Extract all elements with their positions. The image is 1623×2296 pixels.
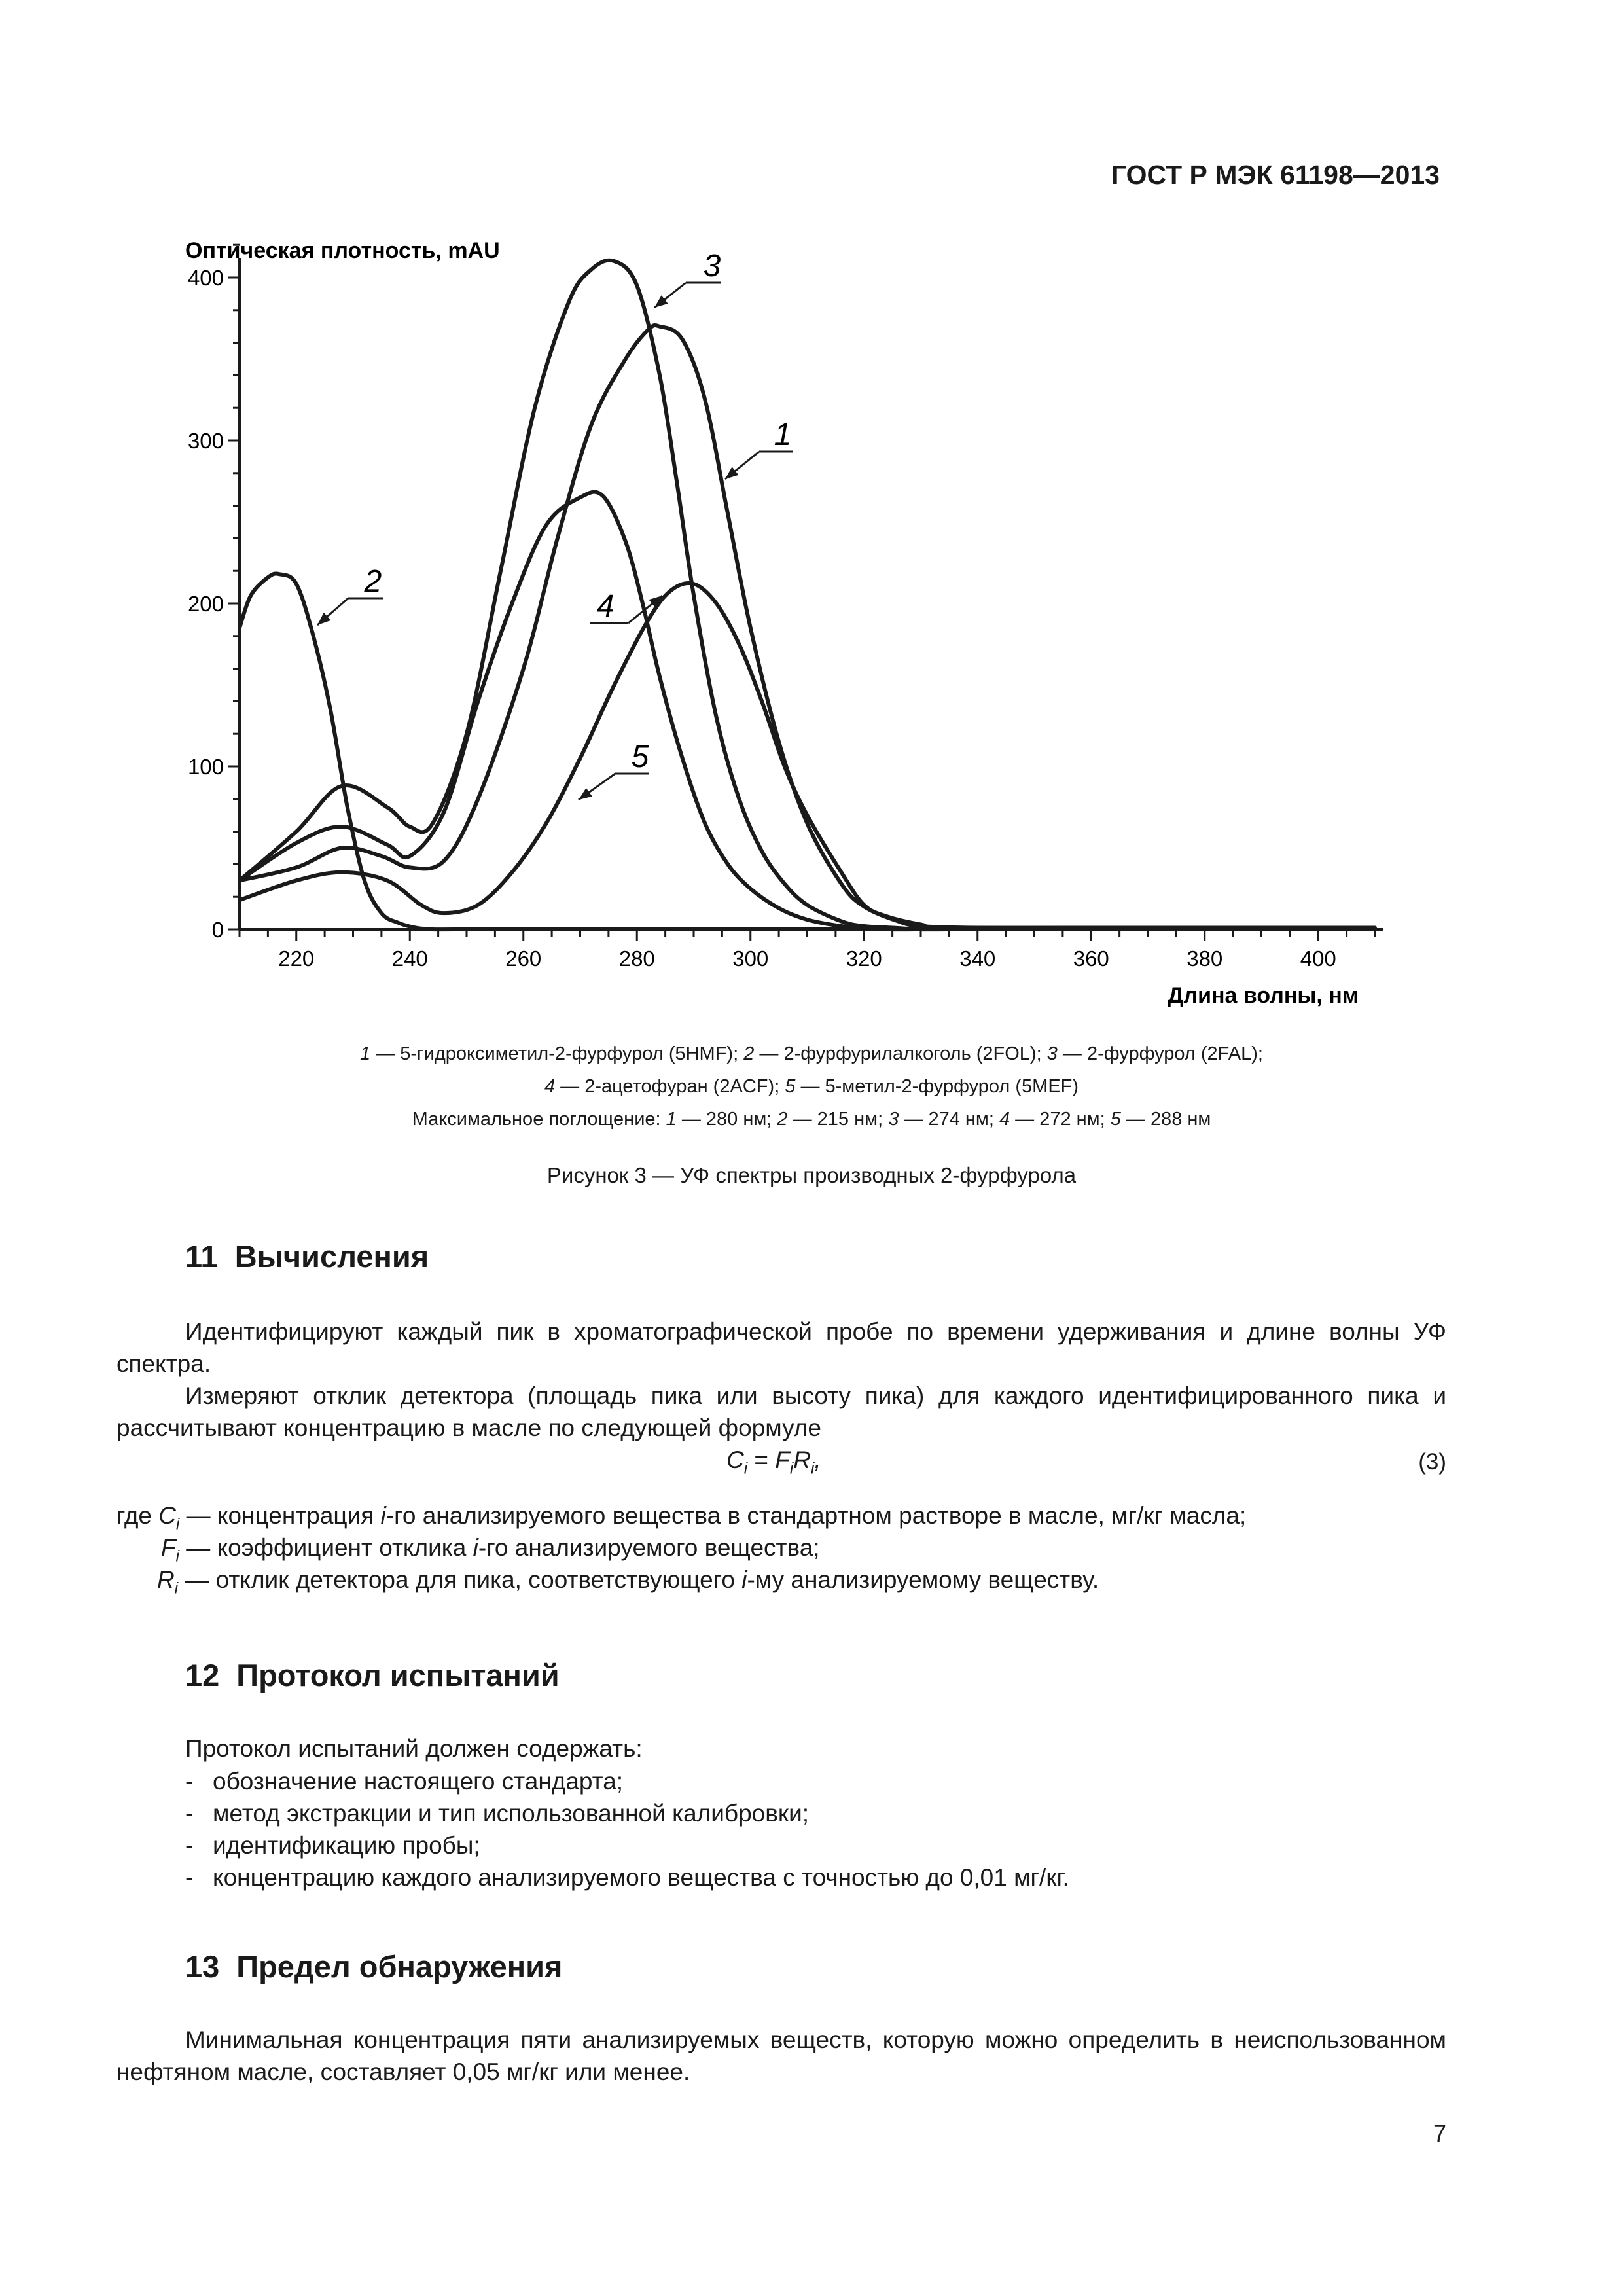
x-tick-label: 240 bbox=[391, 946, 428, 971]
legend-series-number: 4 bbox=[544, 1076, 556, 1097]
series-3-line bbox=[240, 260, 1375, 929]
series-5-arrowhead bbox=[579, 788, 592, 800]
x-tick-label: 220 bbox=[278, 946, 315, 971]
section-12-intro: Протокол испытаний должен содержать: bbox=[185, 1735, 643, 1762]
legend-series-number: 1 bbox=[360, 1043, 371, 1064]
figure-caption: Рисунок 3 — УФ спектры производных 2-фурфурола bbox=[546, 1163, 1077, 1187]
x-tick-label: 360 bbox=[1073, 946, 1109, 971]
section-13-heading bbox=[185, 1948, 562, 1984]
figure-legend-line-2 bbox=[118, 1075, 1505, 1098]
chart-axes bbox=[188, 245, 1383, 971]
definition-c: где $C_i$ — концентрация i-го анализируемого вещества в стандартном растворе в масле, мг/кг масла; bbox=[116, 1502, 1247, 1534]
formula-number: (3) bbox=[1418, 1449, 1446, 1475]
legend-series-number: 5 bbox=[785, 1076, 796, 1097]
list-item: - идентификацию пробы; bbox=[185, 1832, 480, 1859]
y-axis-label: Оптическая плотность, mAU bbox=[185, 238, 500, 263]
formula-3: $C_i = F_iR_i$, bbox=[726, 1446, 821, 1478]
series-2-label: 2 bbox=[364, 564, 382, 599]
y-tick-label: 200 bbox=[187, 592, 224, 616]
x-axis-label: Длина волны, нм bbox=[1168, 983, 1359, 1008]
legend-text: — 2-фурфурол (2FAL); bbox=[1057, 1043, 1263, 1064]
section-title: Предел обнаружения bbox=[236, 1949, 563, 1984]
x-tick-label: 300 bbox=[732, 946, 769, 971]
chart-curves bbox=[240, 260, 1375, 929]
standard-code: ГОСТ Р МЭК 61198—2013 bbox=[1111, 160, 1440, 190]
y-tick-label: 300 bbox=[187, 429, 224, 453]
series-4-line bbox=[240, 492, 1375, 930]
series-1-line bbox=[240, 325, 1375, 928]
x-tick-label: 340 bbox=[959, 946, 996, 971]
section-11-heading bbox=[185, 1238, 429, 1274]
legend-text: — 280 нм; bbox=[676, 1109, 777, 1130]
legend-series-number: 4 bbox=[999, 1109, 1010, 1130]
legend-series-number: 3 bbox=[1046, 1043, 1058, 1064]
legend-text: — 5-гидроксиметил-2-фурфурол (5HMF); bbox=[370, 1043, 744, 1064]
section-11-paragraph-1: Идентифицируют каждый пик в хроматографической пробе по времени удерживания и длине волны УФ спектра. bbox=[116, 1318, 1446, 1377]
section-title: Протокол испытаний bbox=[236, 1658, 560, 1693]
legend-text: — 5-метил-2-фурфурол (5MEF) bbox=[795, 1076, 1079, 1097]
legend-series-number: 2 bbox=[777, 1109, 788, 1130]
y-tick-label: 0 bbox=[211, 918, 224, 942]
section-number: 11 bbox=[185, 1239, 218, 1274]
list-item: - концентрацию каждого анализируемого вещества с точностью до 0,01 мг/кг. bbox=[185, 1864, 1069, 1891]
series-3-arrowhead bbox=[654, 295, 668, 308]
legend-text: — 288 нм bbox=[1120, 1109, 1211, 1130]
series-1-label: 1 bbox=[774, 418, 792, 452]
series-3-label: 3 bbox=[703, 249, 721, 283]
section-12-heading bbox=[185, 1657, 560, 1693]
series-4-label: 4 bbox=[596, 589, 615, 624]
legend-text: — 272 нм; bbox=[1010, 1109, 1111, 1130]
section-number: 12 bbox=[185, 1658, 220, 1693]
section-13-paragraph: Минимальная концентрация пяти анализируемых веществ, которую можно определить в неиспользованном нефтяном масле, составляет 0,05 мг/кг или менее. bbox=[116, 2026, 1446, 2085]
legend-text: — 274 нм; bbox=[899, 1109, 999, 1130]
legend-series-number: 2 bbox=[743, 1043, 755, 1064]
legend-series-number: 5 bbox=[1110, 1109, 1121, 1130]
list-item: - обозначение настоящего стандарта; bbox=[185, 1768, 624, 1795]
definition-r: $R_i$ — отклик детектора для пика, соответствующего i-му анализируемому веществу. bbox=[157, 1566, 1099, 1598]
legend-text: — 2-фурфурилалкоголь (2FOL); bbox=[754, 1043, 1047, 1064]
series-5-label: 5 bbox=[631, 740, 649, 774]
uv-spectra-chart bbox=[0, 0, 1623, 1034]
x-tick-label: 380 bbox=[1186, 946, 1223, 971]
legend-series-number: 3 bbox=[888, 1109, 899, 1130]
x-tick-label: 320 bbox=[846, 946, 882, 971]
chart-series-labels bbox=[317, 249, 793, 800]
y-tick-label: 100 bbox=[187, 755, 224, 779]
definition-f: $F_i$ — коэффициент отклика i-го анализируемого вещества; bbox=[161, 1534, 820, 1566]
x-tick-label: 400 bbox=[1300, 946, 1336, 971]
legend-text: — 215 нм; bbox=[787, 1109, 889, 1130]
y-tick-label: 400 bbox=[187, 266, 224, 290]
section-number: 13 bbox=[185, 1949, 220, 1984]
series-2-line bbox=[240, 574, 1375, 930]
section-title: Вычисления bbox=[234, 1239, 429, 1274]
legend-series-number: 1 bbox=[666, 1109, 677, 1130]
figure-legend-line-1 bbox=[118, 1042, 1505, 1066]
section-11-paragraph-2: Измеряют отклик детектора (площадь пика или высоту пика) для каждого идентифицированного пика и рассчитывают концентрацию в масле по следующей формуле bbox=[116, 1382, 1446, 1441]
x-tick-label: 280 bbox=[618, 946, 655, 971]
legend-text: Максимальное поглощение: bbox=[412, 1109, 666, 1130]
list-item: - метод экстракции и тип использованной калибровки; bbox=[185, 1800, 810, 1827]
figure-legend-line-3 bbox=[118, 1107, 1505, 1131]
x-tick-label: 260 bbox=[505, 946, 542, 971]
page-number: 7 bbox=[1433, 2120, 1446, 2147]
legend-text: — 2-ацетофуран (2ACF); bbox=[555, 1076, 785, 1097]
